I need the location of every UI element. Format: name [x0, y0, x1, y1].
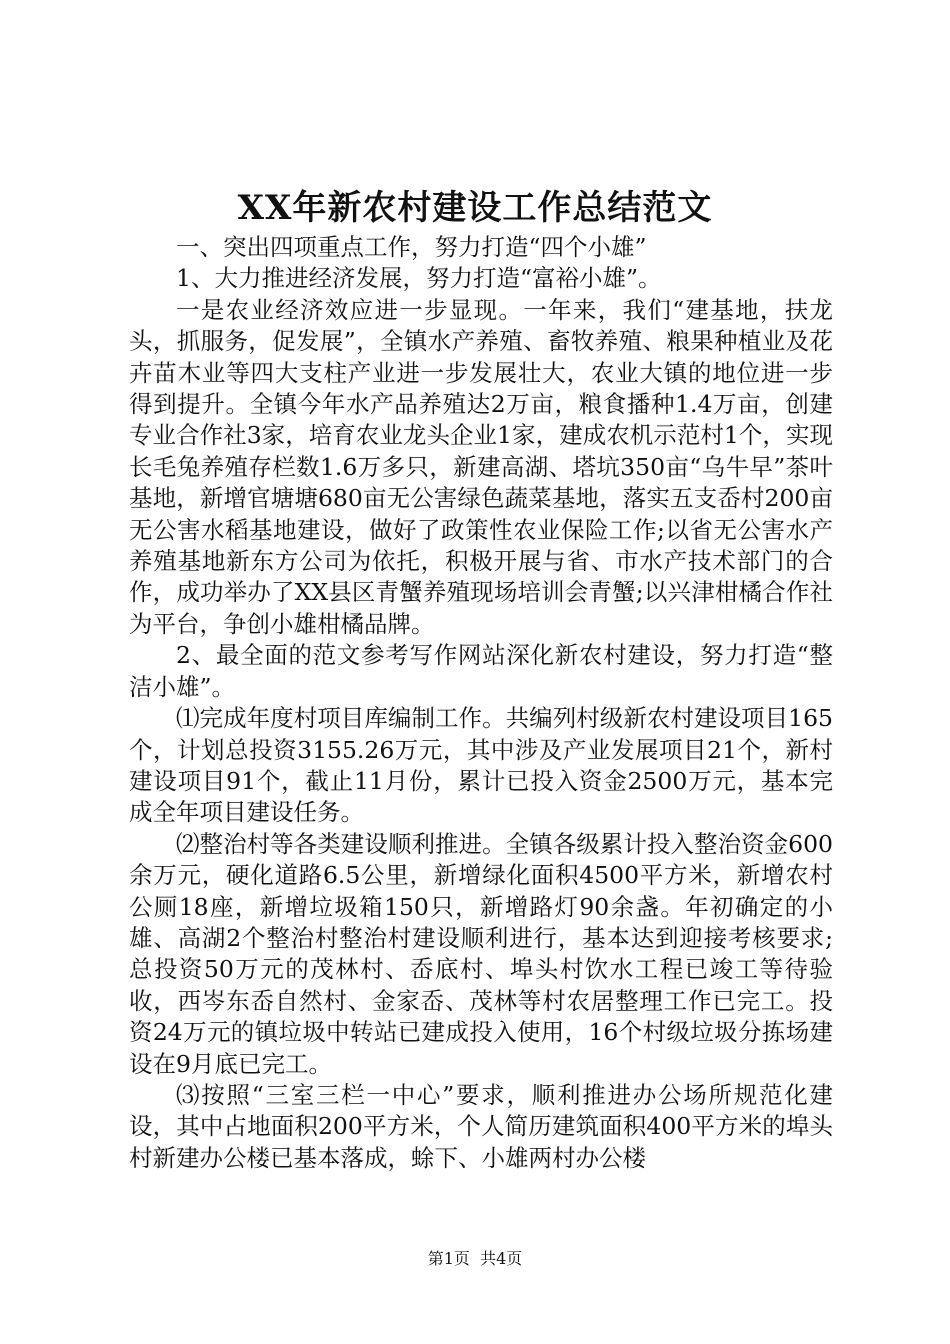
footer-spacer	[470, 1249, 480, 1268]
page-footer	[0, 1248, 950, 1270]
body-paragraph: ⑶按照“三室三栏一中心”要求，顺利推进办公场所规范化建设，其中占地面积200平方米，个人简历建筑面积400平方米的埠头村新建办公楼已基本落成，蜍下、小雄两村办公楼	[129, 1080, 833, 1172]
document-body	[129, 232, 833, 1174]
section-heading: 一、突出四项重点工作，努力打造“四个小雄”	[176, 233, 647, 261]
body-paragraph: ⑵整治村等各类建设顺利推进。全镇各级累计投入整治资金600余万元，硬化道路6.5公里，新增绿化面积4500平方米，新增农村公厕18座，新增垃圾箱150只，新增路灯90余盏。年初确定的小雄、高湖2个整治村整治村建设顺利进行，基本达到迎接考核要求;总投资50万元的茂林村、岙底村、埠头村饮水工程已竣工等待验收，西岑东岙自然村、金家岙、茂林等村农居整理工作已完工。投资24万元的镇垃圾中转站已建成投入使用，16个村级垃圾分拣场建设在9月底已完工。	[129, 829, 833, 1078]
document-title: XX年新农村建设工作总结范文	[237, 188, 713, 228]
page-number: 第1页	[427, 1249, 470, 1268]
page-total: 共4页	[480, 1249, 523, 1268]
subsection-heading: 1、大力推进经济发展，努力打造“富裕小雄”。	[176, 264, 662, 293]
subsection-heading: 2、最全面的范文参考写作网站深化新农村建设，努力打造“整洁小雄”。	[129, 641, 833, 701]
body-paragraph: ⑴完成年度村项目库编制工作。共编列村级新农村建设项目165个，计划总投资3155.26万元，其中涉及产业发展项目21个，新村建设项目91个，截止11月份，累计已投入资金2500万元，基本完成全年项目建设任务。	[129, 704, 833, 827]
body-paragraph: 一是农业经济效应进一步显现。一年来，我们“建基地，扶龙头，抓服务，促发展”，全镇水产养殖、畜牧养殖、粮果种植业及花卉苗木业等四大支柱产业进一步发展壮大，农业大镇的地位进一步得到提升。全镇今年水产品养殖达2万亩，粮食播种1.4万亩，创建专业合作社3家，培育农业龙头企业1家，建成农机示范村1个，实现长毛兔养殖存栏数1.6万多只，新建高湖、塔坑350亩“乌牛早”茶叶基地，新增官塘塘680亩无公害绿色蔬菜基地，落实五支岙村200亩无公害水稻基地建设，做好了政策性农业保险工作;以省无公害水产养殖基地新东方公司为依托，积极开展与省、市水产技术部门的合作，成功举办了XX县区青蟹养殖现场培训会青蟹;以兴津柑橘合作社为平台，争创小雄柑橘品牌。	[129, 295, 833, 638]
